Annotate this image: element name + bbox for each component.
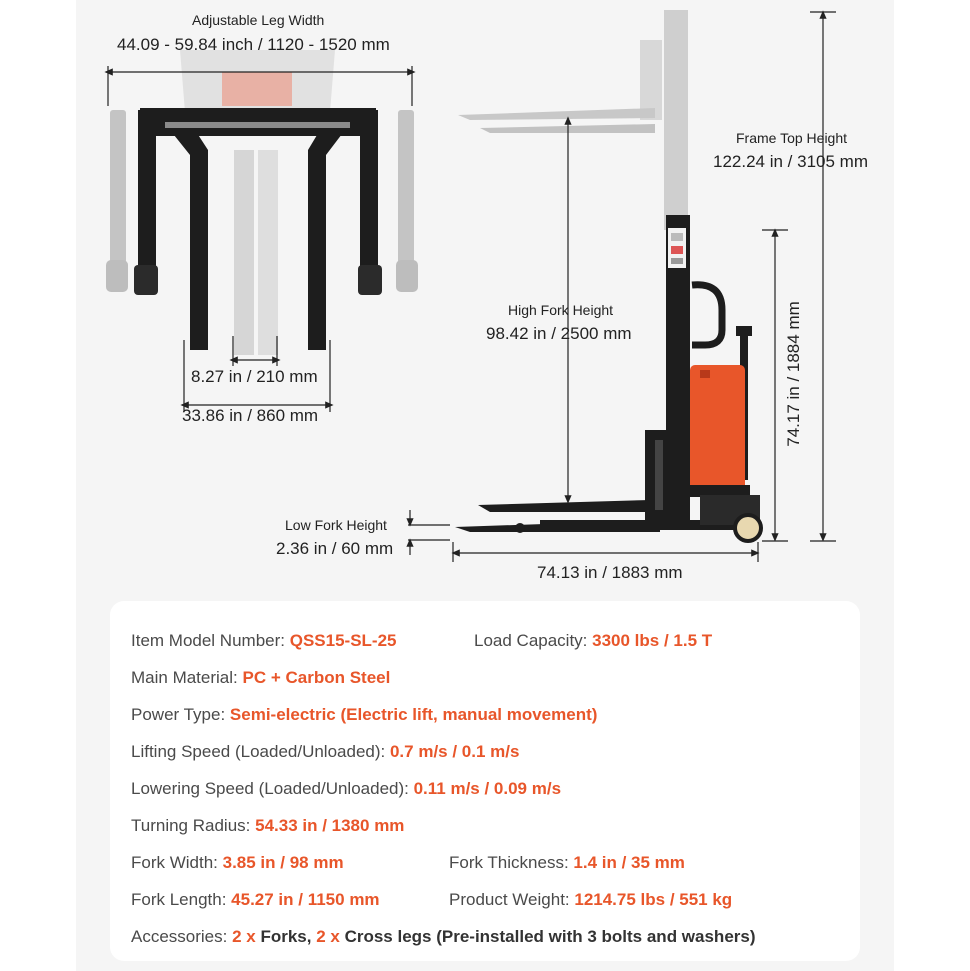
spec-value: 2 x: [316, 927, 340, 946]
drive-wheel: [735, 515, 761, 541]
fork-outer-label: 33.86 in / 860 mm: [182, 406, 319, 425]
spec-label: Lifting Speed (Loaded/Unloaded):: [131, 742, 390, 761]
spec-text: Cross legs (Pre-installed with 3 bolts and washers): [339, 927, 756, 946]
spec-power: [131, 705, 597, 725]
side-view: [455, 10, 761, 541]
spec-fork-thickness: [449, 853, 685, 873]
battery-housing: [690, 365, 745, 490]
spec-value: 3300 lbs / 1.5 T: [592, 631, 713, 650]
leg-left: [138, 110, 156, 275]
ghost-leg-left: [110, 110, 126, 270]
ghost-motor: [222, 72, 292, 106]
leg-width-title: Adjustable Leg Width: [192, 12, 325, 28]
spec-model: [131, 631, 397, 651]
spec-fork-length: [131, 890, 380, 910]
spec-label: Lowering Speed (Loaded/Unloaded):: [131, 779, 414, 798]
spec-label: Load Capacity:: [474, 631, 593, 650]
fork-left: [170, 130, 208, 350]
spec-value: 1.4 in / 35 mm: [573, 853, 685, 872]
spec-lifting-speed: [131, 742, 519, 762]
side-dimensions: [408, 12, 836, 562]
lift-handle: [692, 285, 722, 345]
fork-gap-label: 8.27 in / 210 mm: [191, 367, 318, 386]
spec-value: QSS15-SL-25: [289, 631, 397, 650]
fork-upper: [478, 500, 650, 512]
high-fork-title: High Fork Height: [508, 302, 614, 318]
ghost-fork-right: [258, 150, 278, 355]
spec-label: Accessories:: [131, 927, 233, 946]
spec-text: Forks,: [255, 927, 317, 946]
spec-capacity: [474, 631, 712, 651]
front-view: [106, 50, 418, 355]
spec-label: Fork Length:: [131, 890, 232, 909]
spec-product-weight: [449, 890, 732, 910]
spec-lowering-speed: [131, 779, 561, 799]
spec-value: 0.7 m/s / 0.1 m/s: [389, 742, 520, 761]
spec-value: 2 x: [232, 927, 256, 946]
spec-value: Semi-electric (Electric lift, manual movement): [229, 705, 598, 724]
spec-label: Product Weight:: [449, 890, 575, 909]
spec-value: 1214.75 lbs / 551 kg: [574, 890, 733, 909]
frame-top-value: 122.24 in / 3105 mm: [713, 152, 868, 171]
spec-value: 0.11 m/s / 0.09 m/s: [413, 779, 562, 798]
ghost-mast: [664, 10, 688, 230]
fork-right: [308, 130, 345, 350]
ghost-fork-left: [234, 150, 254, 355]
leg-width-value: 44.09 - 59.84 inch / 1120 - 1520 mm: [117, 35, 390, 54]
spec-label: Fork Width:: [131, 853, 223, 872]
spec-value: 54.33 in / 1380 mm: [255, 816, 405, 835]
spec-fork-width: [131, 853, 344, 873]
spec-value: 3.85 in / 98 mm: [222, 853, 344, 872]
spec-label: Main Material:: [131, 668, 243, 687]
spec-turning-radius: [131, 816, 404, 836]
overall-length-label: 74.13 in / 1883 mm: [537, 563, 683, 582]
spec-label: Fork Thickness:: [449, 853, 574, 872]
spec-material: [131, 668, 390, 688]
ghost-raised-fork-1: [458, 108, 655, 120]
ghost-leg-right: [398, 110, 414, 270]
leg-right: [360, 110, 378, 275]
spec-accessories: [131, 927, 756, 947]
low-fork-title: Low Fork Height: [285, 517, 387, 533]
spec-label: Power Type:: [131, 705, 230, 724]
overall-height-label: 74.17 in / 1884 mm: [784, 301, 803, 447]
spec-value: 45.27 in / 1150 mm: [231, 890, 380, 909]
spec-label: Turning Radius:: [131, 816, 256, 835]
high-fork-value: 98.42 in / 2500 mm: [486, 324, 632, 343]
spec-value: PC + Carbon Steel: [242, 668, 391, 687]
load-wheel: [515, 523, 525, 533]
spec-label: Item Model Number:: [131, 631, 290, 650]
frame-top-title: Frame Top Height: [736, 130, 848, 146]
low-fork-value: 2.36 in / 60 mm: [276, 539, 394, 558]
